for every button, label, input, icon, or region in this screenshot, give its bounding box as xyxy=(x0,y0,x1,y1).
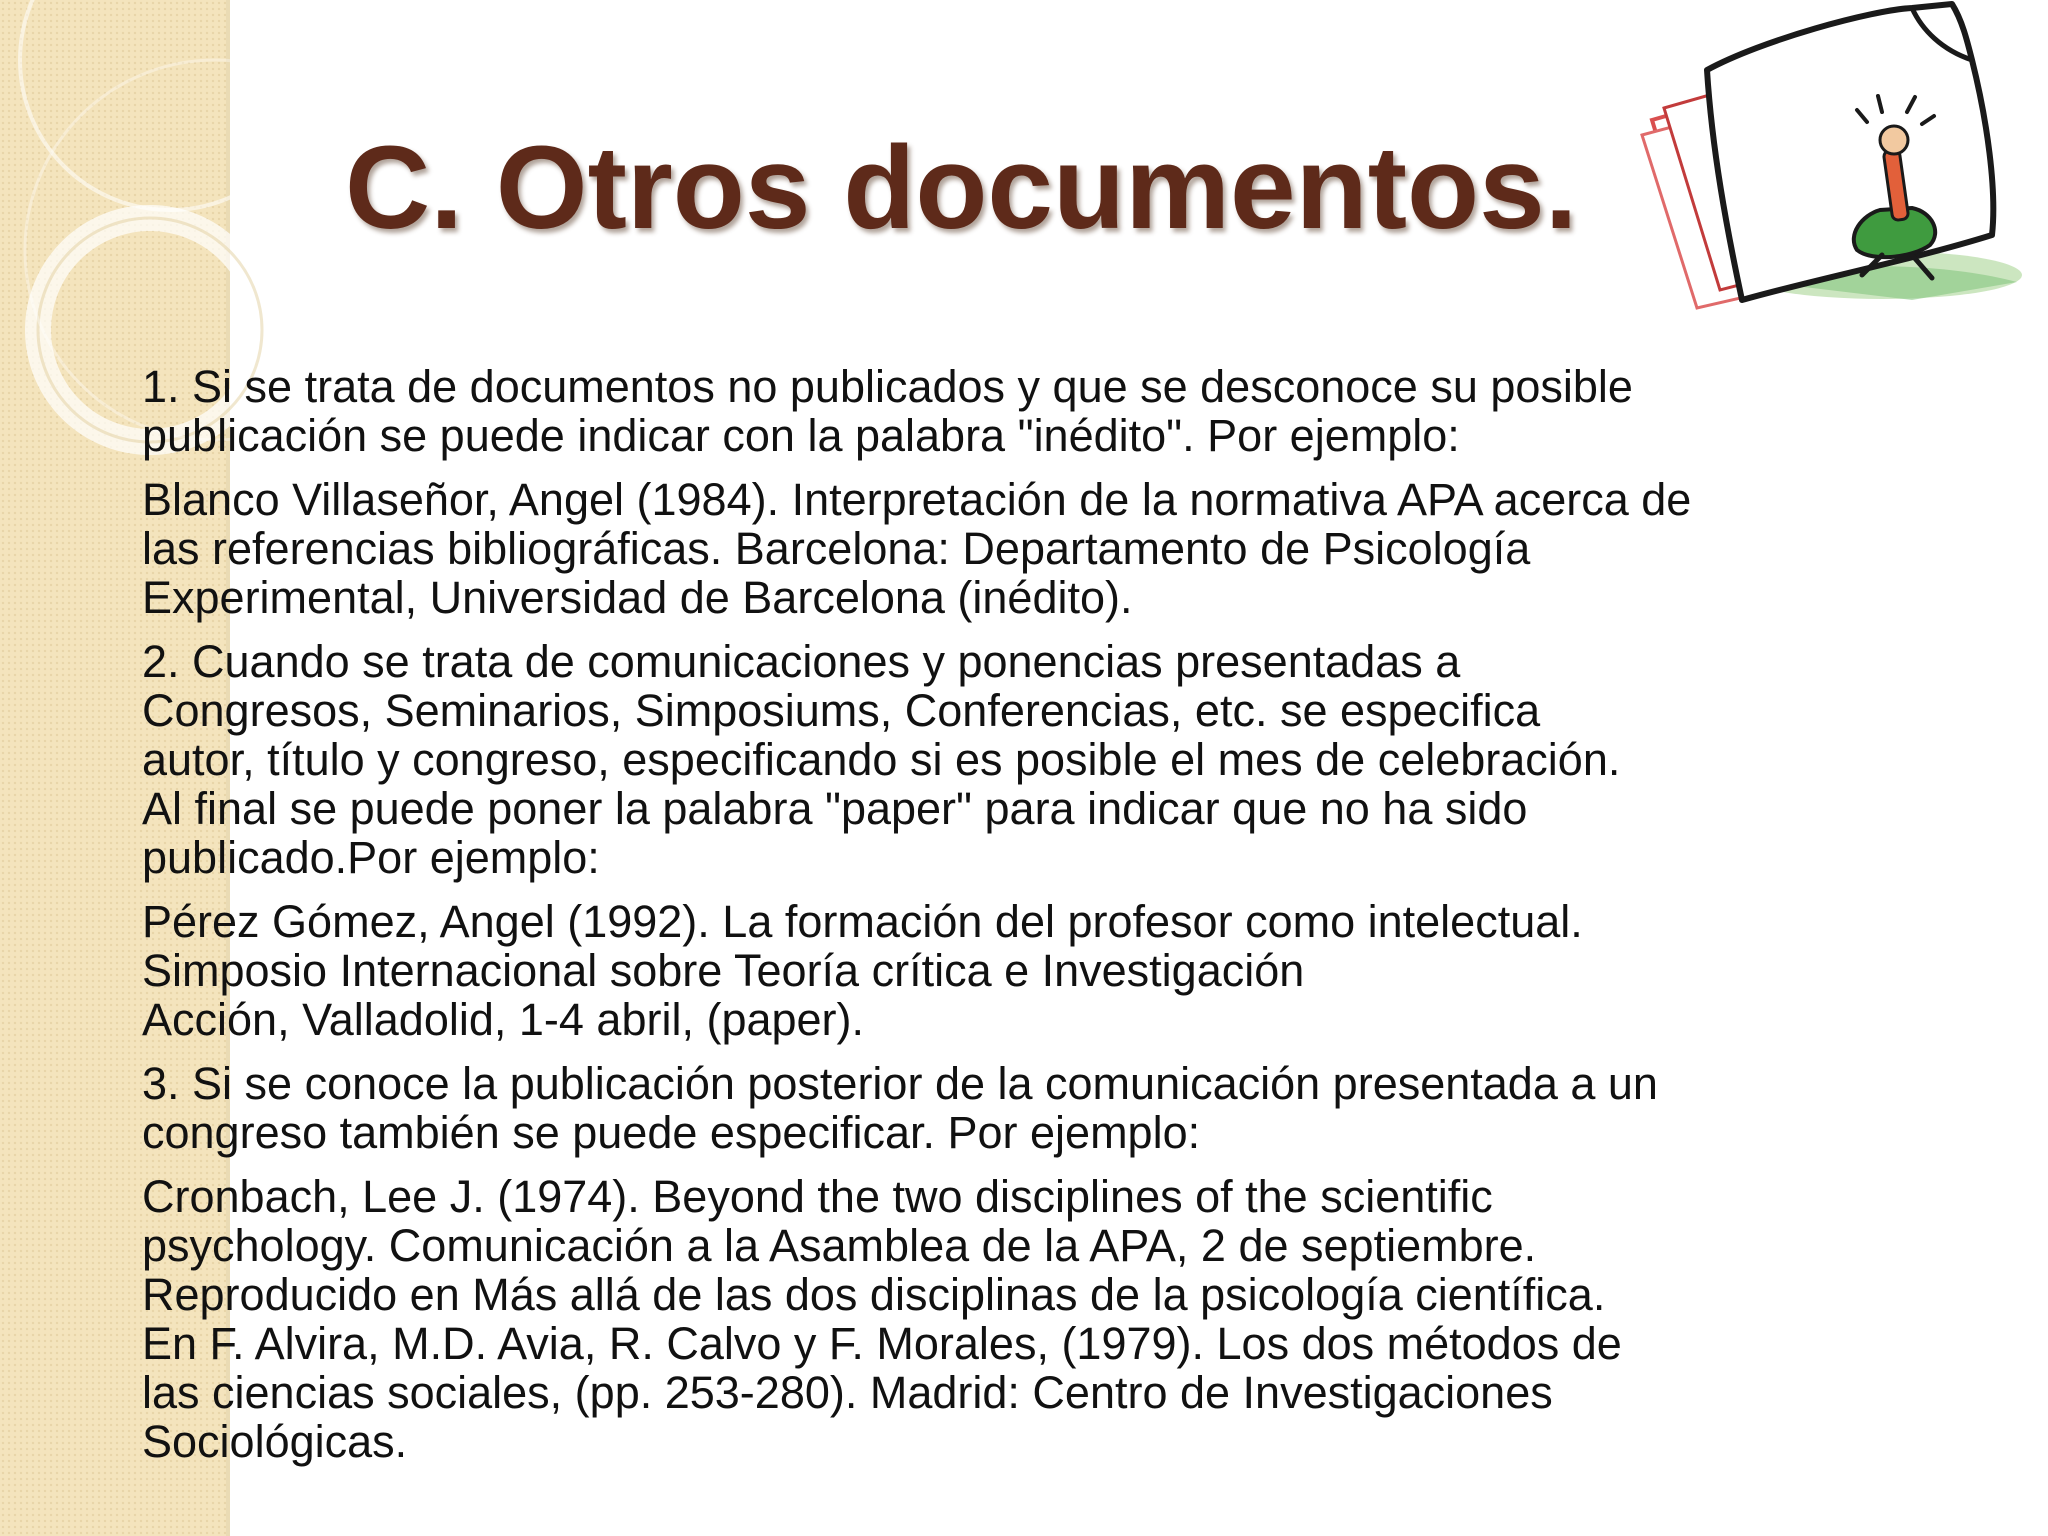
text-line: publicación se puede indicar con la palabra "inédito". Por ejemplo: xyxy=(142,410,1460,461)
text-line: Simposio Internacional sobre Teoría crítica e Investigación xyxy=(142,945,1305,996)
text-line: las referencias bibliográficas. Barcelona: Departamento de Psicología xyxy=(142,523,1531,574)
body-paragraph xyxy=(142,475,1922,622)
text-line: Blanco Villaseñor, Angel (1984). Interpretación de la normativa APA acerca de xyxy=(142,474,1692,525)
text-line: Reproducido en Más allá de las dos disciplinas de la psicología científica. xyxy=(142,1269,1606,1320)
text-line: Pérez Gómez, Angel (1992). La formación del profesor como intelectual. xyxy=(142,896,1583,947)
text-line: En F. Alvira, M.D. Avia, R. Calvo y F. Morales, (1979). Los dos métodos de xyxy=(142,1318,1622,1369)
slide-title: C. Otros documentos. xyxy=(345,122,1578,254)
text-line: Congresos, Seminarios, Simposiums, Conferencias, etc. se especifica xyxy=(142,685,1541,736)
text-line: psychology. Comunicación a la Asamblea de la APA, 2 de septiembre. xyxy=(142,1220,1537,1271)
text-line: 1. Si se trata de documentos no publicados y que se desconoce su posible xyxy=(142,361,1633,412)
body-paragraph xyxy=(142,897,1922,1044)
body-paragraph xyxy=(142,362,1922,460)
text-line: Experimental, Universidad de Barcelona (inédito). xyxy=(142,572,1133,623)
body-paragraph xyxy=(142,1059,1922,1157)
text-line: congreso también se puede especificar. Por ejemplo: xyxy=(142,1107,1201,1158)
text-line: Cronbach, Lee J. (1974). Beyond the two disciplines of the scientific xyxy=(142,1171,1493,1222)
text-line: autor, título y congreso, especificando si es posible el mes de celebración. xyxy=(142,734,1621,785)
text-line: 3. Si se conoce la publicación posterior de la comunicación presentada a un xyxy=(142,1058,1658,1109)
body-paragraph xyxy=(142,1172,1922,1466)
slide-body xyxy=(142,362,1922,1481)
text-line: Acción, Valladolid, 1-4 abril, (paper). xyxy=(142,994,865,1045)
body-paragraph xyxy=(142,637,1922,882)
folder-papers-clipart-icon xyxy=(1612,0,2032,320)
text-line: publicado.Por ejemplo: xyxy=(142,832,600,883)
text-line: Al final se puede poner la palabra "paper" para indicar que no ha sido xyxy=(142,783,1528,834)
text-line: Sociológicas. xyxy=(142,1416,408,1467)
text-line: 2. Cuando se trata de comunicaciones y ponencias presentadas a xyxy=(142,636,1461,687)
text-line: las ciencias sociales, (pp. 253-280). Madrid: Centro de Investigaciones xyxy=(142,1367,1553,1418)
